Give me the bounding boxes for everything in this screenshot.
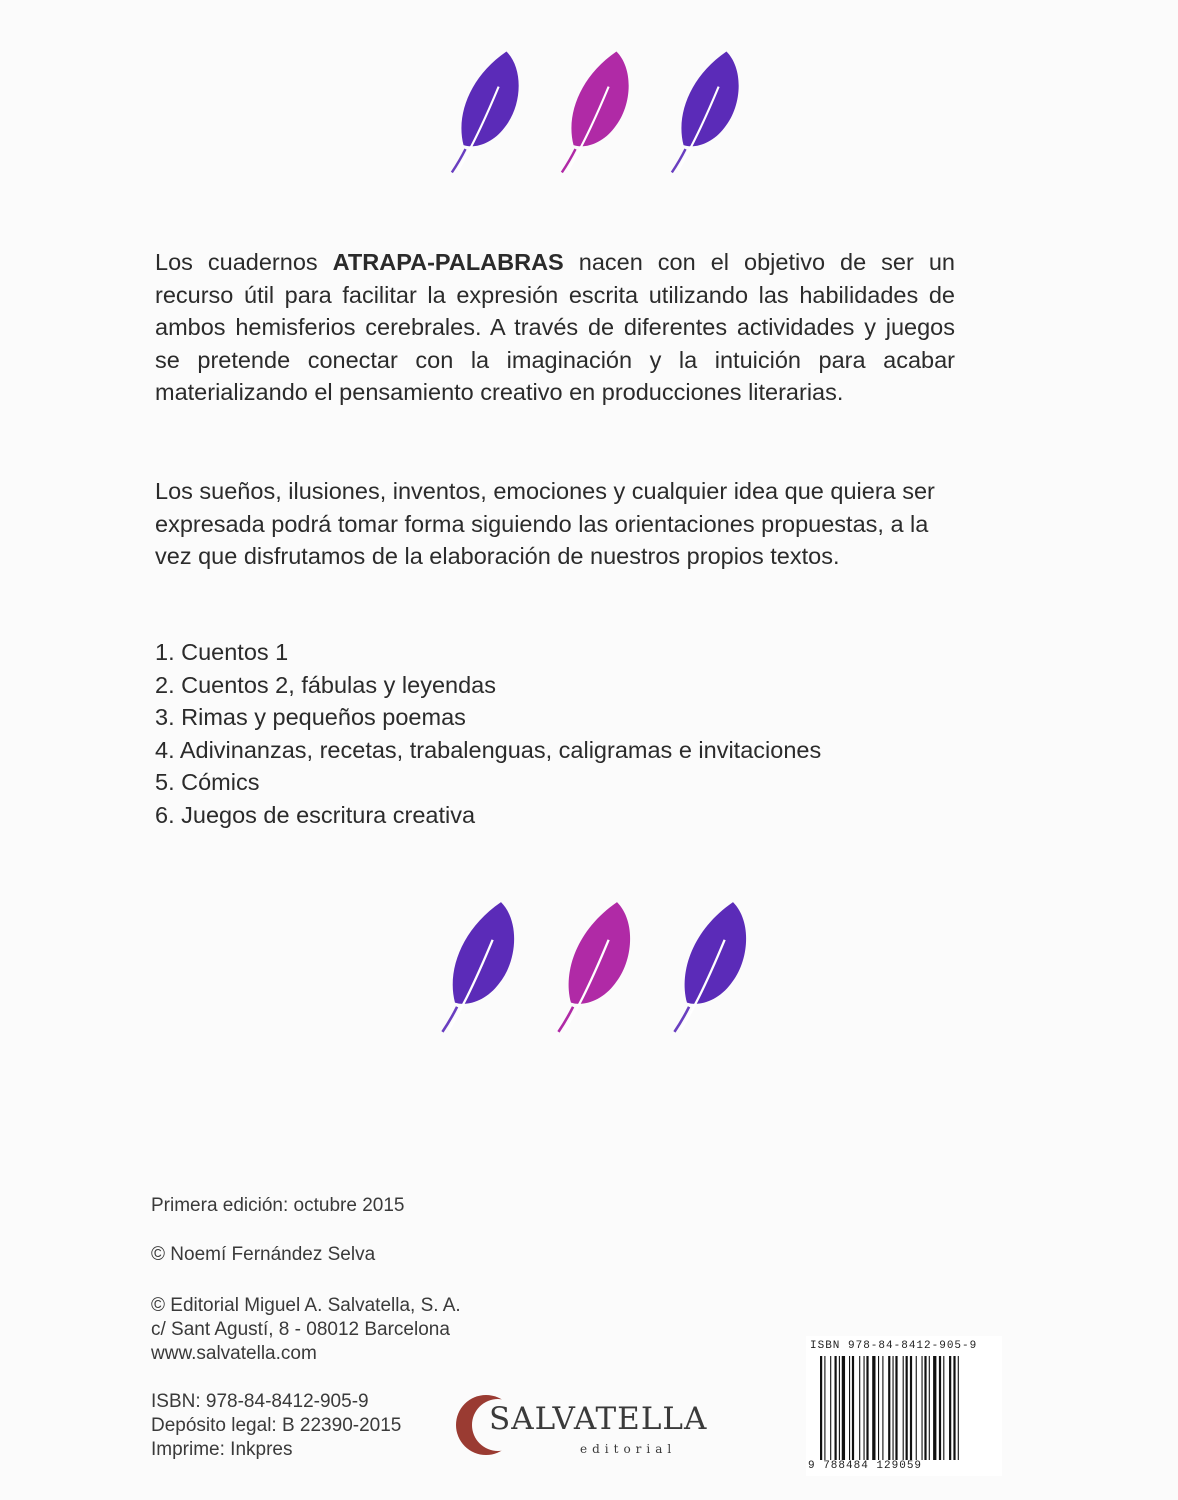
publisher-copyright: © Editorial Miguel A. Salvatella, S. A. (151, 1295, 461, 1316)
list-item: 6. Juegos de escritura creativa (155, 801, 476, 828)
volume-list (155, 636, 821, 831)
colophon-edition (151, 1194, 404, 1218)
barcode-bar (916, 1356, 917, 1460)
list-item: 3. Rimas y pequeños poemas (155, 704, 466, 730)
barcode-bar (906, 1356, 908, 1460)
barcode-bar (958, 1356, 959, 1460)
bottom-feather-row (436, 898, 752, 1034)
colophon-legal (151, 1390, 401, 1462)
barcode-bar (949, 1356, 951, 1460)
barcode-bar (922, 1356, 923, 1460)
feather-icon (436, 898, 520, 1034)
intro-text: Los cuadernos (155, 249, 333, 275)
second-paragraph: Los sueños, ilusiones, inventos, emociones y cualquier idea que quiera ser expresada podrá tomar forma siguiendo las orientaciones propuestas, a la vez que disfrutamos de la elaboración de nuestros propios textos. (155, 478, 935, 569)
barcode-bar (842, 1356, 845, 1460)
publisher-address: c/ Sant Agustí, 8 - 08012 Barcelona (151, 1319, 450, 1340)
legal-deposit: Depósito legal: B 22390-2015 (151, 1415, 402, 1436)
barcode-bar (849, 1356, 850, 1460)
barcode-bar (820, 1356, 822, 1460)
isbn-text: ISBN: 978-84-8412-905-9 (151, 1391, 369, 1412)
barcode-bar (872, 1356, 875, 1460)
barcode-bar (866, 1356, 868, 1460)
barcode-bar (852, 1356, 854, 1460)
list-item: 5. Cómics (155, 769, 260, 795)
barcode-bar (893, 1356, 894, 1460)
feather-icon (446, 46, 524, 176)
barcode-bar (859, 1356, 860, 1460)
barcode-bar (924, 1356, 926, 1460)
barcode-bar (933, 1356, 936, 1460)
feather-icon (556, 46, 634, 176)
intro-text: nacen con el objetivo de ser un recurso útil para facilitar la expresión escrita utilizando las habilidades de ambos hemisferios cerebrales. A través de diferentes actividades y juegos se pretende conectar con la imaginación y la intuición para acabar materializando el pensamiento creativo en producciones literarias. (155, 249, 955, 405)
feather-icon (552, 898, 636, 1034)
barcode-bar (903, 1356, 904, 1460)
barcode-bar (830, 1356, 831, 1460)
barcode-bar (953, 1356, 955, 1460)
barcode-bar (888, 1356, 890, 1460)
publisher-logo (456, 1382, 716, 1472)
feather-icon (666, 46, 744, 176)
barcode-bar (939, 1356, 941, 1460)
barcode-bars (820, 1356, 996, 1460)
list-item: 2. Cuentos 2, fábulas y leyendas (155, 671, 496, 698)
barcode-bar (910, 1356, 912, 1460)
barcode-bar (824, 1356, 825, 1460)
colophon-publisher (151, 1294, 461, 1366)
brand-name: ATRAPA-PALABRAS (332, 249, 564, 275)
author-copyright: © Noemí Fernández Selva (151, 1244, 376, 1265)
list-item: 4. Adivinanzas, recetas, trabalenguas, caligramas e invitaciones (155, 736, 822, 763)
barcode-isbn-label: ISBN 978-84-8412-905-9 (810, 1340, 978, 1352)
printer-text: Imprime: Inkpres (151, 1439, 293, 1460)
barcode-bar (839, 1356, 840, 1460)
publisher-website[interactable]: www.salvatella.com (151, 1343, 317, 1364)
intro-paragraph (155, 246, 955, 409)
barcode-bar (882, 1356, 883, 1460)
list-item: 1. Cuentos 1 (155, 639, 289, 665)
colophon-author (151, 1243, 375, 1267)
barcode-bar (929, 1356, 930, 1460)
barcode-bar (943, 1356, 944, 1460)
edition-text: Primera edición: octubre 2015 (151, 1195, 405, 1216)
barcode (806, 1336, 1002, 1476)
logo-subtitle: editorial (580, 1442, 677, 1456)
logo-name: SALVATELLA (489, 1401, 708, 1437)
barcode-digits: 9 788484 129059 (808, 1460, 923, 1472)
barcode-bar (878, 1356, 879, 1460)
barcode-bar (835, 1356, 837, 1460)
barcode-bar (895, 1356, 897, 1460)
barcode-bar (864, 1356, 865, 1460)
top-feather-row (446, 46, 744, 176)
feather-icon (668, 898, 752, 1034)
